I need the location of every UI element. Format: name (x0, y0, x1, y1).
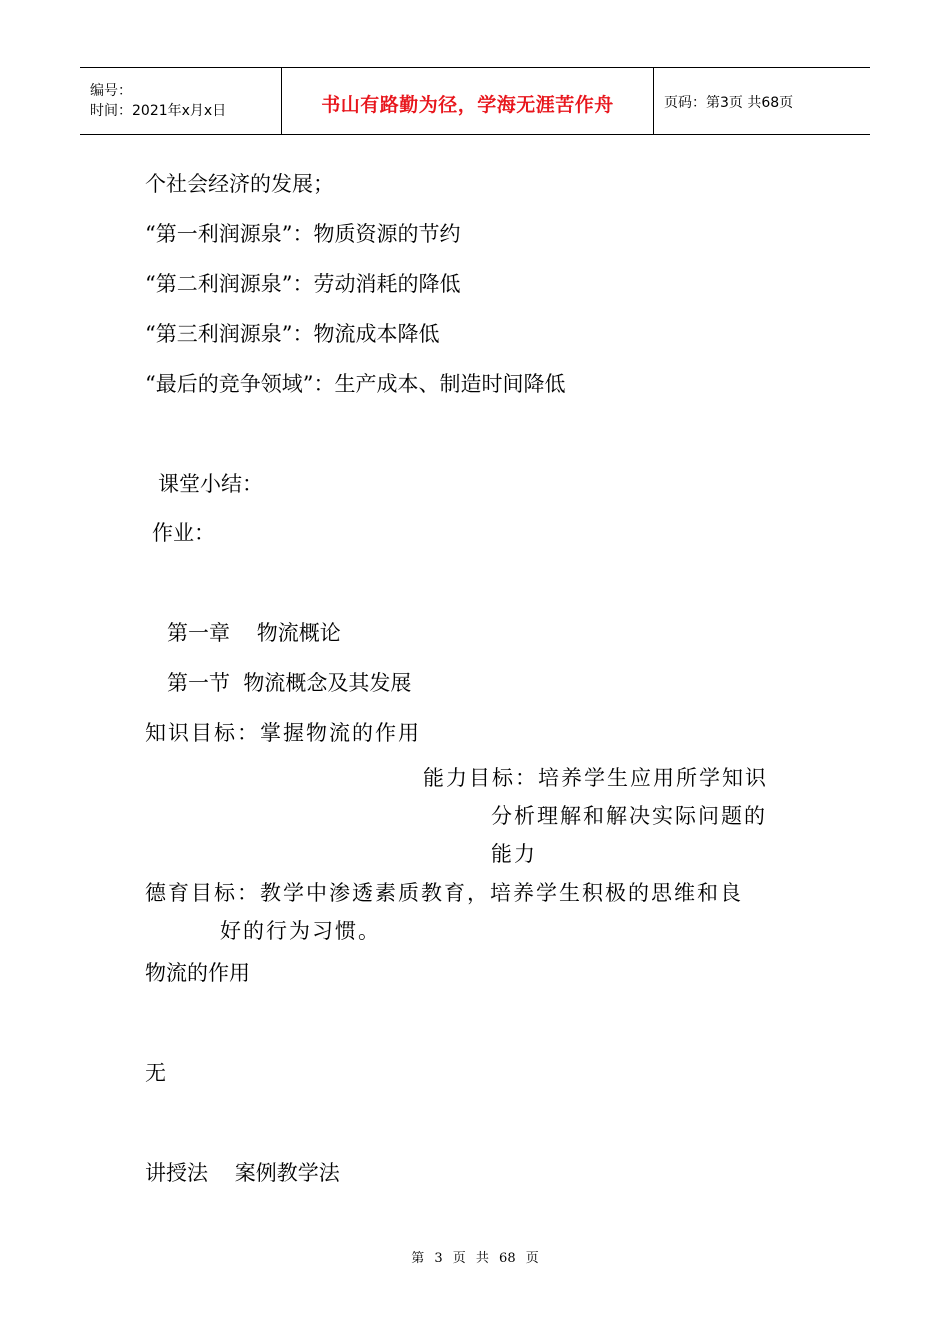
moral-goal-line-1: 德育目标：教学中渗透素质教育，培养学生积极的思维和良 (145, 881, 743, 905)
moral-goal-line-2: 好的行为习惯。 (220, 919, 381, 943)
page-header (80, 67, 870, 135)
ability-goal-line-3: 能力 (491, 842, 537, 866)
text-line-final-competition: “最后的竞争领域”：生产成本、制造时间降低 (145, 372, 566, 396)
document-date: 时间：2021年x月x日 (90, 103, 227, 119)
teaching-methods-text: 讲授法 案例教学法 (145, 1161, 340, 1185)
header-motto: 书山有路勤为径，学海无涯苦作舟 (321, 93, 614, 116)
chapter-title: 第一章 物流概论 (167, 621, 341, 645)
header-motto-cell (282, 68, 654, 134)
text-line-first-profit-source: “第一利润源泉”：物质资源的节约 (145, 222, 461, 246)
homework-label: 作业： (152, 521, 215, 545)
header-page-info-cell (654, 68, 870, 134)
header-meta (80, 68, 282, 134)
section-title: 第一节 物流概念及其发展 (167, 671, 412, 695)
ability-goal-line-2: 分析理解和解决实际问题的 (491, 804, 767, 828)
text-line-third-profit-source: “第三利润源泉”：物流成本降低 (145, 322, 440, 346)
key-point-text: 物流的作用 (145, 961, 250, 985)
document-number-label: 编号： (90, 83, 132, 99)
header-page-info: 页码：第3页 共68页 (664, 95, 794, 111)
text-line-second-profit-source: “第二利润源泉”：劳动消耗的降低 (145, 272, 461, 296)
page-footer: 第 3 页 共 68 页 (411, 1251, 539, 1266)
class-summary-label: 课堂小结： (158, 472, 263, 496)
ability-goal-line-1: 能力目标：培养学生应用所学知识 (423, 766, 768, 790)
knowledge-goal: 知识目标：掌握物流的作用 (145, 721, 421, 745)
difficulty-text: 无 (145, 1061, 166, 1085)
text-line-economy: 个社会经济的发展； (145, 172, 334, 196)
